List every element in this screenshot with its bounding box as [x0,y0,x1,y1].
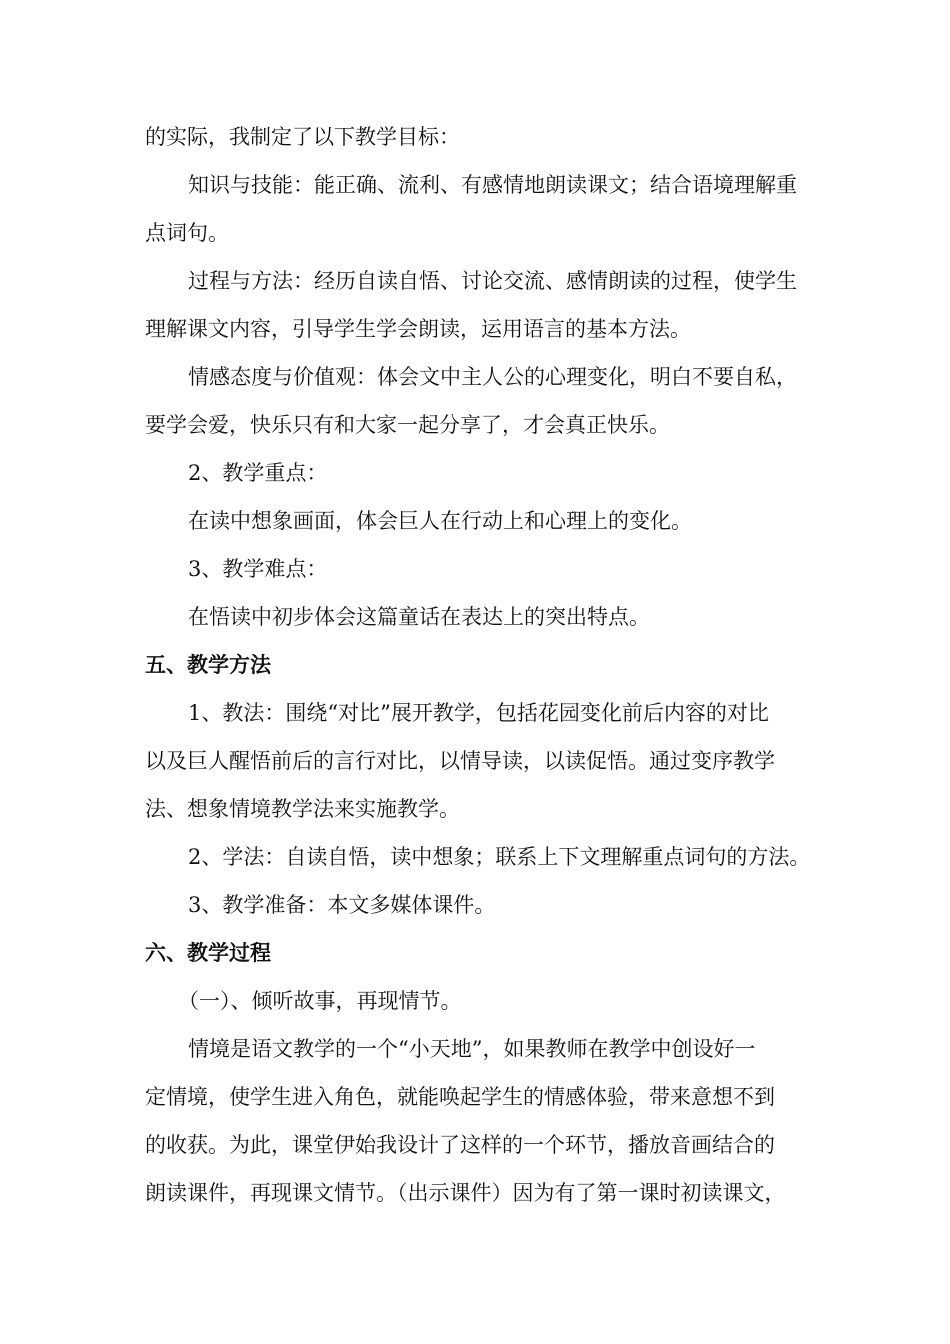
text-line: 点词句。 [145,221,229,245]
text-line: 以及巨人醒悟前后的言行对比，以情导读，以读促悟。通过变序教学 [145,749,775,773]
text-line: 情境是语文教学的一个“小天地”，如果教师在教学中创设好一 [188,1037,756,1061]
text-line: 朗读课件，再现课文情节。（出示课件）因为有了第一课时初读课文， [145,1181,786,1205]
text-line: 理解课文内容，引导学生学会朗读，运用语言的基本方法。 [145,317,691,341]
text-line: 在悟读中初步体会这篇童话在表达上的突出特点。 [188,605,650,629]
text-line: 过程与方法：经历自读自悟、讨论交流、感情朗读的过程，使学生 [188,269,797,293]
text-line: 2、学法：自读自悟，读中想象；联系上下文理解重点词句的方法。 [188,845,811,869]
text-line: 在读中想象画面，体会巨人在行动上和心理上的变化。 [188,509,692,533]
text-line: 法、想象情境教学法来实施教学。 [145,797,460,821]
text-line: 定情境，使学生进入角色，就能唤起学生的情感体验，带来意想不到 [145,1085,775,1109]
text-line: 要学会爱，快乐只有和大家一起分享了，才会真正快乐。 [145,413,670,437]
text-line: 的收获。为此，课堂伊始我设计了这样的一个环节，播放音画结合的 [145,1133,775,1157]
section-heading: 五、教学方法 [145,652,271,677]
text-line: 2、教学重点： [188,461,328,485]
subsection-heading: （一）、倾听故事，再现情节。 [178,989,462,1013]
text-line: 的实际，我制定了以下教学目标： [145,125,460,149]
text-line: 情感态度与价值观：体会文中主人公的心理变化，明白不要自私， [188,365,797,389]
section-heading: 六、教学过程 [145,940,271,965]
text-line: 知识与技能：能正确、流利、有感情地朗读课文；结合语境理解重 [188,173,797,197]
text-line: 3、教学难点： [188,557,328,581]
text-line: 3、教学准备：本文多媒体课件。 [188,893,496,917]
text-line: 1、教法：围绕“对比”展开教学，包括花园变化前后内容的对比 [188,701,769,725]
